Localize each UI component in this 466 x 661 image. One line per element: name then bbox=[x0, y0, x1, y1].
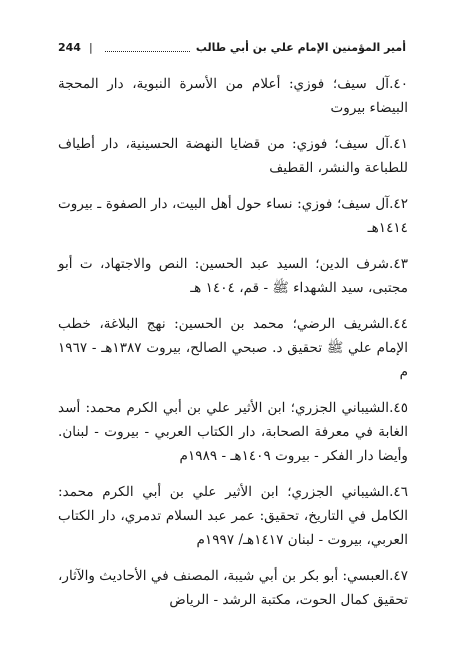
bibliography-entry-47: ٤٧.العبسي: أبو بكر بن أبي شيبة، المصنف في الأحاديث والآثار، تحقيق كمال الحوت، مكتبة الرشد - الرياض bbox=[58, 568, 408, 608]
running-title: أمير المؤمنين الإمام علي بن أبي طالب bbox=[195, 40, 406, 54]
page-number: 244 bbox=[58, 40, 81, 54]
running-header bbox=[58, 36, 406, 58]
bibliography-entry-40: ٤٠.آل سيف؛ فوزي: أعلام من الأسرة النبوية، دار المحجة البيضاء بيروت bbox=[58, 76, 408, 116]
bibliography-entry-46: ٤٦.الشيباني الجزري؛ ابن الأثير علي بن أبي الكرم محمد: الكامل في التاريخ، تحقيق: عمر عبد السلام تدمري، دار الكتاب العربي، بيروت - لبنان ١٤١٧هـ/ ١٩٩٧م bbox=[58, 484, 408, 548]
bibliography-entry-42: ٤٢.آل سيف؛ فوزي: نساء حول أهل البيت، دار الصفوة ـ بيروت ١٤١٤هـ bbox=[58, 196, 408, 236]
bibliography-entry-43: ٤٣.شرف الدين؛ السيد عبد الحسين: النص والاجتهاد، ت أبو مجتبى، سيد الشهداء ﷺ - قم، ١٤٠٤ هـ bbox=[58, 256, 408, 296]
header-dot-leader bbox=[105, 43, 190, 52]
bibliography-entry-45: ٤٥.الشيباني الجزري؛ ابن الأثير علي بن أبي الكرم محمد: أسد الغابة في معرفة الصحابة، دار الكتاب العربي - بيروت - لبنان. وأيضا دار الفكر - بيروت ١٤٠٩هـ - ١٩٨٩م bbox=[58, 400, 408, 464]
header-separator: | bbox=[88, 40, 93, 54]
bibliography-entry-41: ٤١.آل سيف؛ فوزي: من قضايا النهضة الحسينية، دار أطياف للطباعة والنشر، القطيف bbox=[58, 136, 408, 176]
bibliography-list bbox=[58, 72, 408, 624]
bibliography-entry-44: ٤٤.الشريف الرضي؛ محمد بن الحسين: نهج البلاغة، خطب الإمام علي ﷺ تحقيق د. صبحي الصالح، بيروت ١٣٨٧هـ - ١٩٦٧ م bbox=[58, 316, 408, 380]
